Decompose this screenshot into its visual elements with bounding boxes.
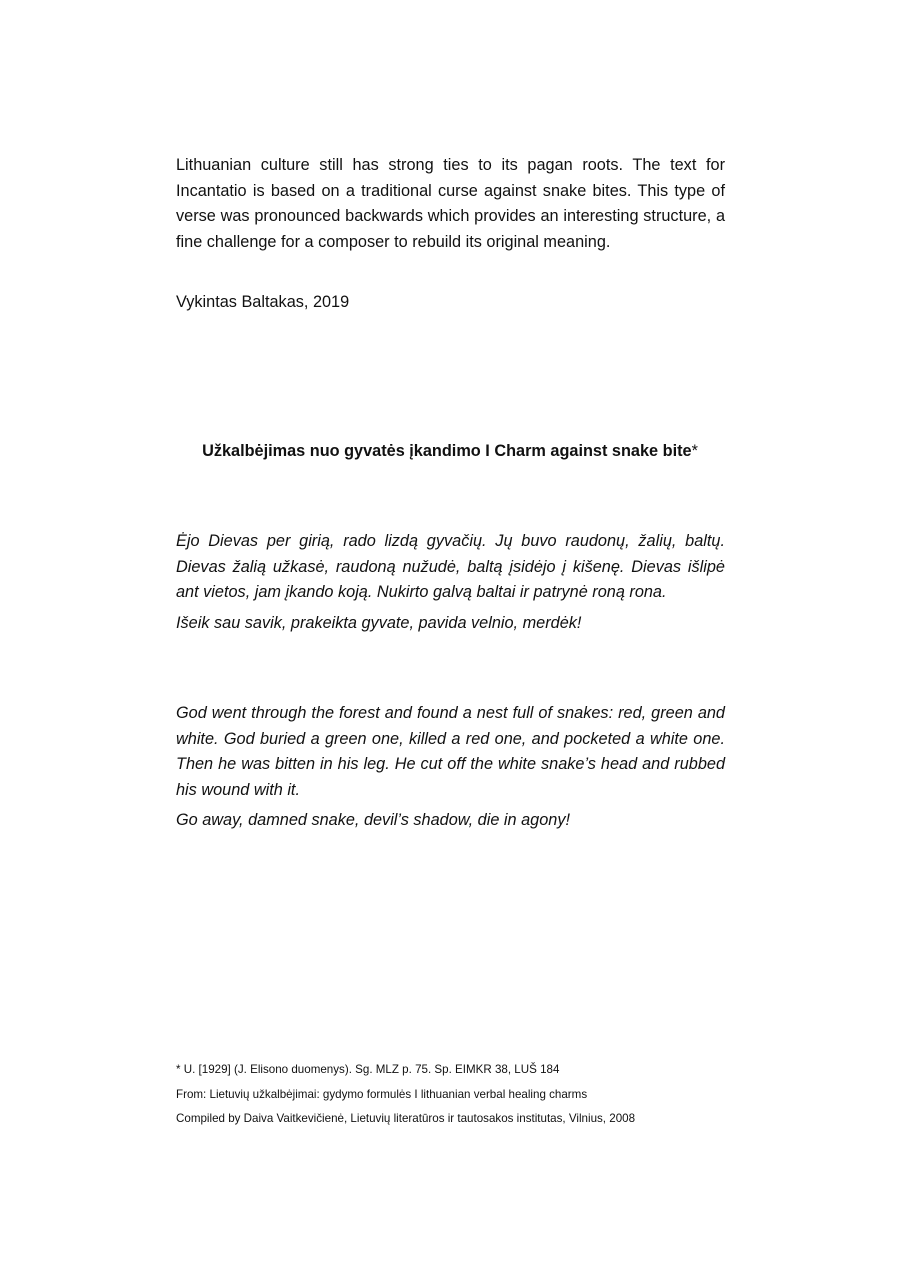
- footnote-compiled: Compiled by Daiva Vaitkevičienė, Lietuvių literatūros ir tautosakos institutas, Vilnius, 2008: [176, 1112, 636, 1125]
- lithuanian-verse: Ėjo Dievas per girią, rado lizdą gyvačių. Jų buvo raudonų, žalių, baltų. Dievas žalią užkasė, raudoną nužudė, baltą įsidėjo į kišenę. Dievas išlipė ant vietos, jam įkando koją. Nukirto galvą baltai ir patrynė roną rona.: [176, 532, 725, 602]
- charm-title: [0, 439, 900, 464]
- intro-paragraph: Lithuanian culture still has strong ties to its pagan roots. The text for Incantatio is based on a traditional curse against snake bites. This type of verse was pronounced backwards which provides an interesting structure, a fine challenge for a composer to rebuild its original meaning.: [176, 156, 725, 251]
- lithuanian-curse: Išeik sau savik, prakeikta gyvate, pavida velnio, merdėk!: [176, 614, 582, 632]
- english-curse: Go away, damned snake, devil’s shadow, die in agony!: [176, 811, 571, 829]
- english-verse: God went through the forest and found a nest full of snakes: red, green and white. God buried a green one, killed a red one, and pocketed a white one. Then he was bitten in his leg. He cut off the white snake’s head and rubbed his wound with it.: [176, 704, 725, 799]
- footnote-source: * U. [1929] (J. Elisono duomenys). Sg. MLZ p. 75. Sp. EIMKR 38, LUŠ 184: [176, 1063, 560, 1076]
- author-signature: Vykintas Baltakas, 2019: [176, 293, 350, 311]
- footnotes: [176, 1058, 725, 1132]
- footnote-from: From: Lietuvių užkalbėjimai: gydymo formulės I lithuanian verbal healing charms: [176, 1087, 588, 1101]
- footnote-mark: *: [691, 442, 698, 460]
- charm-title-text: Užkalbėjimas nuo gyvatės įkandimo I Charm against snake bite: [202, 442, 692, 460]
